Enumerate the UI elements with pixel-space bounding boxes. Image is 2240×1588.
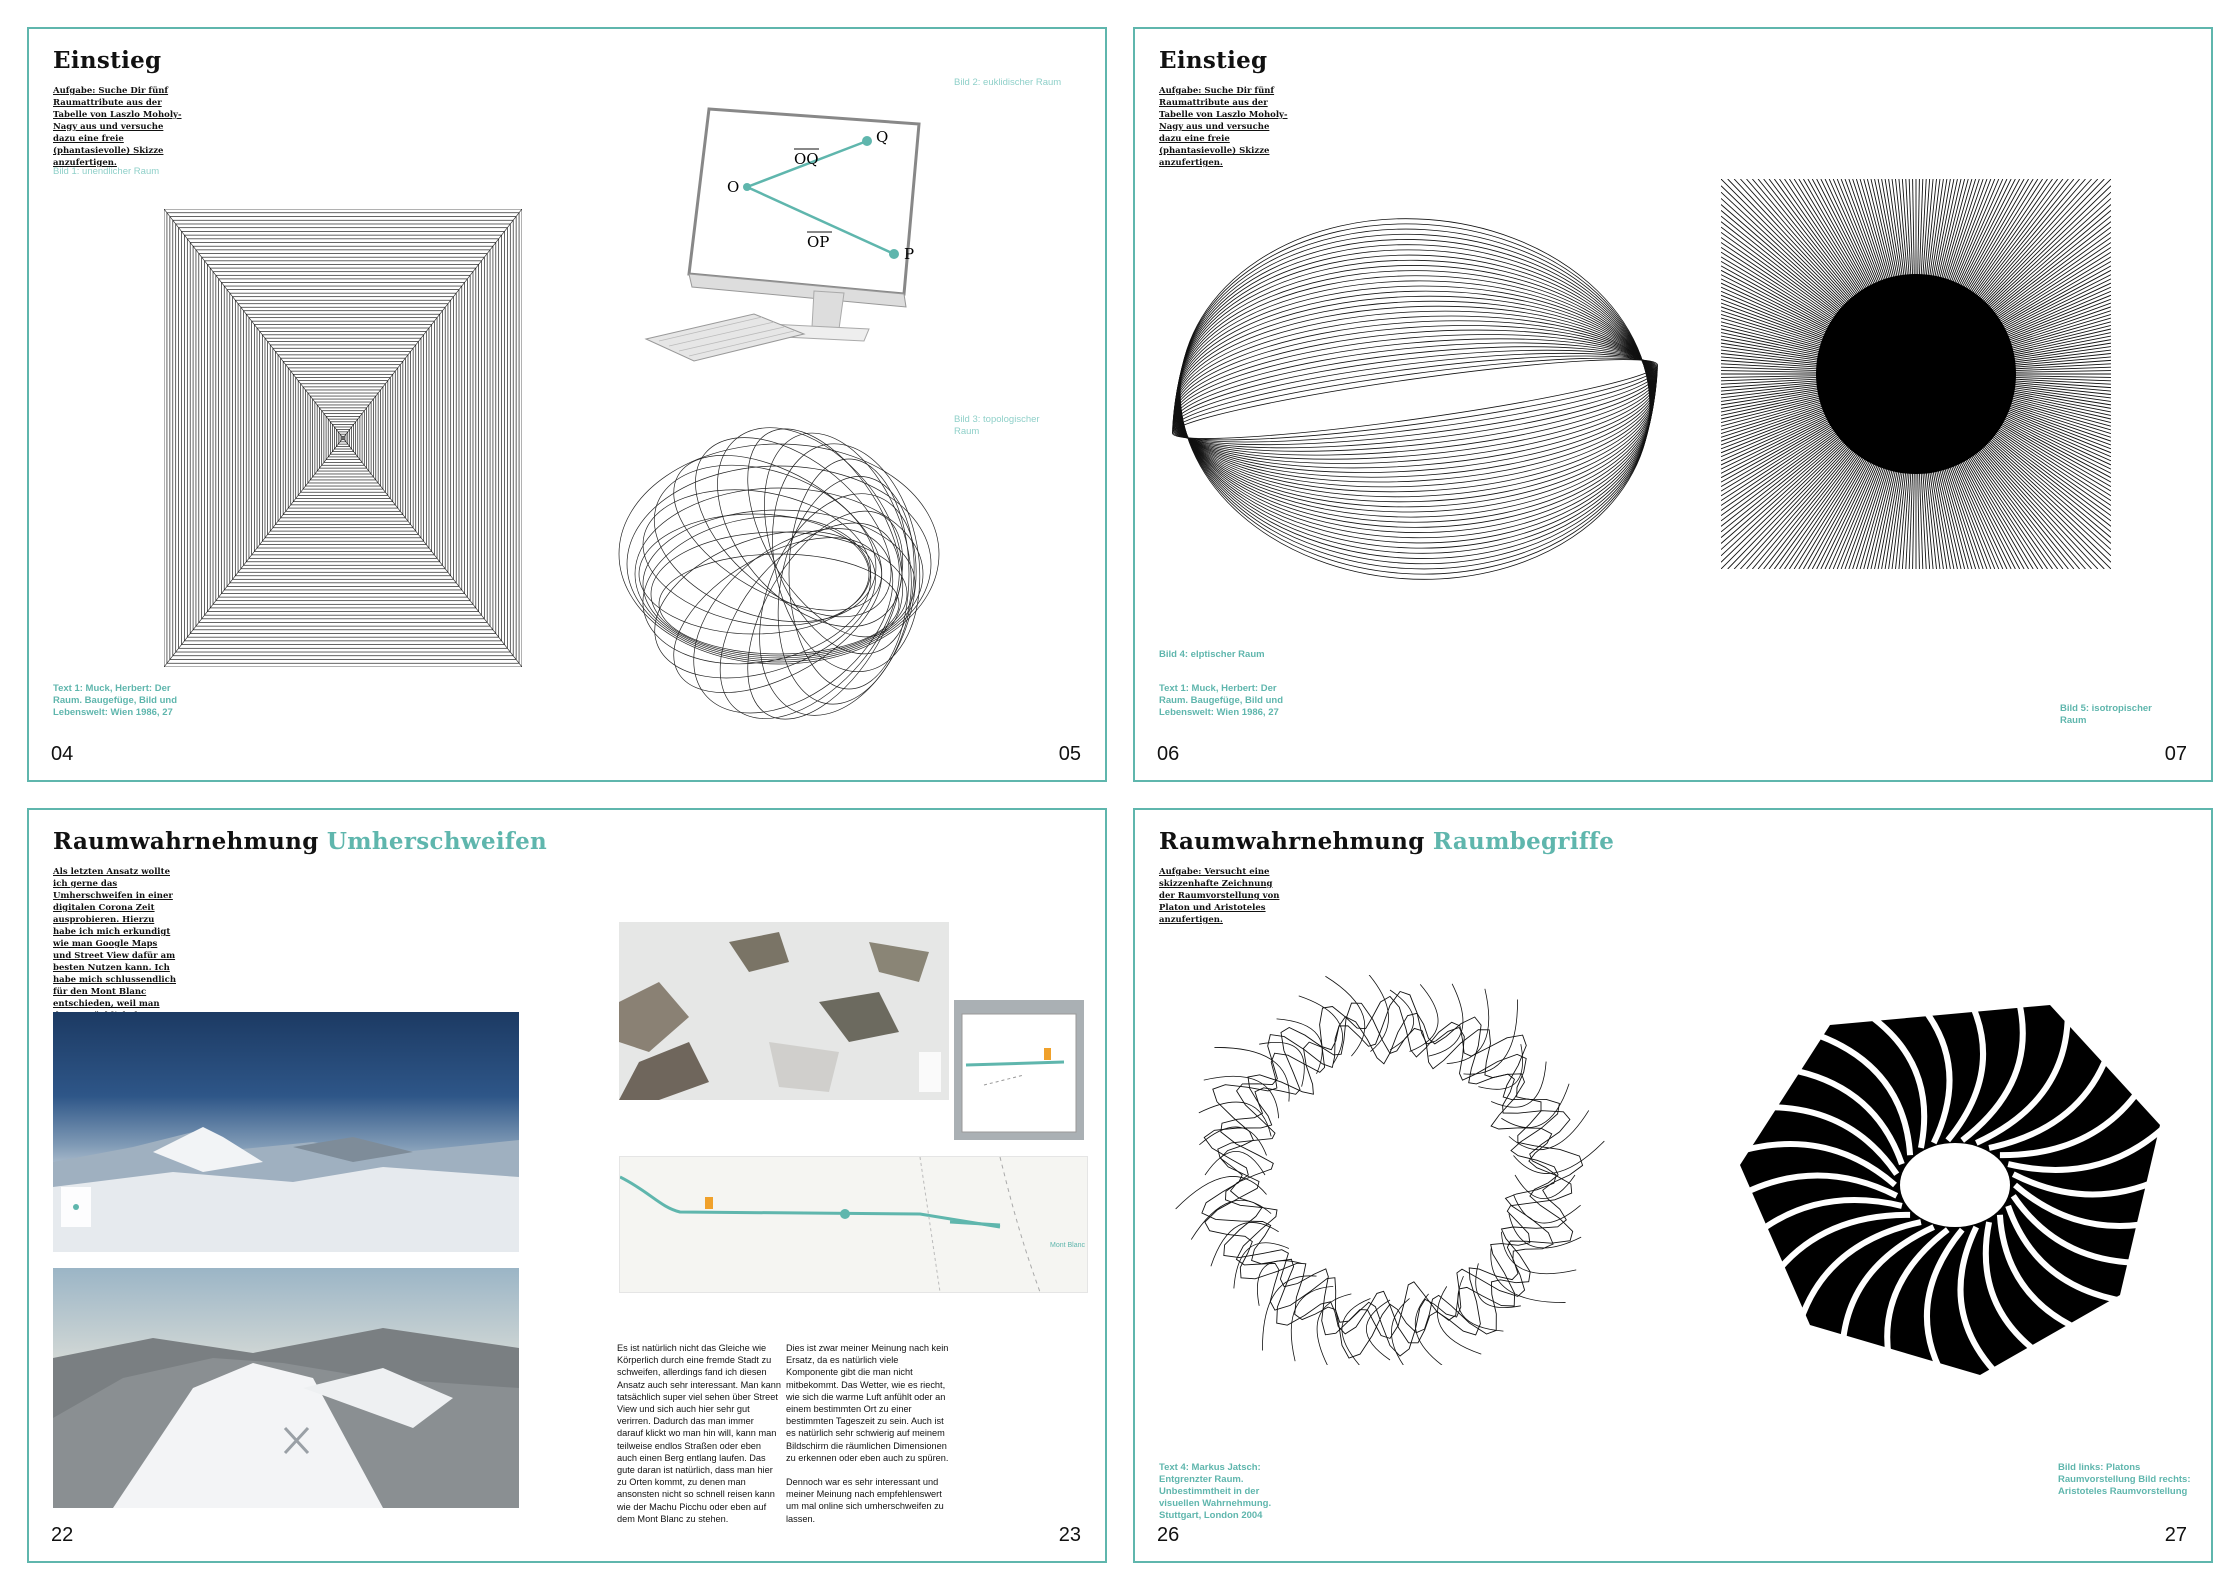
intro-text: Als letzten Ansatz wollte ich gerne das Umherschweifen in einer digitalen Corona Zeit ausprobieren. Hierzu habe ich mich erkundigt wie man Google Maps und Street View dafür am besten Nutzen kann. Ich habe mich schlussendlich für den Mont Blanc entschieden, weil man (53, 867, 177, 1009)
page-number-right: 07 (2164, 743, 2187, 765)
point-q-label: Q (876, 128, 889, 146)
caption-text4: Text 4: Markus Jatsch: Entgrenzter Raum. Unbestimmtheit in der visuellen Wahrnehmung. Stuttgart, London 2004 (1159, 1462, 1272, 1521)
caption-bild2: Bild 2: euklidischer Raum (954, 77, 1062, 88)
euclidean-space-monitor (614, 79, 944, 379)
spread-26-27 (1133, 808, 2213, 1563)
route-map (619, 1156, 1088, 1293)
spread-title: Einstieg (53, 47, 162, 74)
page-number-left: 04 (51, 743, 74, 765)
body-paragraph: Dennoch war es sehr interessant und meiner Meinung nach empfehlenswert um mal online sich umherschweifen zu lassen. (786, 1477, 944, 1524)
point-p-label: P (904, 245, 915, 263)
spread-title (1159, 828, 1614, 855)
infinite-space-drawing (164, 209, 522, 667)
spread-22-23 (27, 808, 1107, 1563)
aristotle-space-drawing (1720, 965, 2190, 1405)
task-text: Aufgabe: Suche Dir fünf Raumattribute aus der Tabelle von Laszlo Moholy-Nagy aus und versuche dazu eine freie (phantasievolle) Skizze anzufertigen. (53, 86, 182, 168)
caption-text1: Text 1: Muck, Herbert: Der Raum. Baugefüge, Bild und Lebenswelt: Wien 1986, 27 (53, 683, 178, 718)
task-text: Aufgabe: Suche Dir fünf Raumattribute aus der Tabelle von Laszlo Moholy-Nagy aus und versuche dazu eine freie (phantasievolle) Skizze anzufertigen. (1159, 86, 1288, 168)
elliptic-space-drawing (1155, 209, 1675, 589)
platon-space-drawing (1160, 975, 1620, 1365)
point-o-label: O (727, 178, 740, 196)
pegman-icon (705, 1197, 713, 1209)
street-view-photo-1 (53, 1012, 519, 1252)
caption-bild3: Bild 3: topologischer Raum (954, 414, 1040, 437)
spread-04-05 (27, 27, 1107, 782)
spread-title: Einstieg (1159, 47, 1268, 74)
keyboard-icon (646, 314, 804, 361)
caption-bild-refs: Bild links: Platons Raumvorstellung Bild rechts: Aristoteles Raumvorstellung (2058, 1462, 2191, 1497)
page-number-left: 06 (1157, 743, 1180, 765)
task-text: Aufgabe: Versucht eine skizzenhafte Zeichnung der Raumvorstellung von Platon und Aristoteles anzufertigen. (1159, 867, 1280, 925)
body-column-2 (786, 1342, 951, 1537)
pegman-icon (1044, 1048, 1051, 1060)
page-number-left: 22 (51, 1524, 74, 1546)
map-label-mont-blanc: Mont Blanc (1050, 1242, 1086, 1249)
isotropic-space-drawing (1721, 179, 2111, 569)
topological-space-torus (614, 419, 944, 729)
caption-bild5: Bild 5: isotropischer Raum (2060, 703, 2152, 726)
vector-op-label: OP (807, 233, 830, 251)
page-number-right: 05 (1058, 743, 1081, 765)
page-number-right: 23 (1058, 1524, 1081, 1546)
caption-bild4: Bild 4: elptischer Raum (1159, 649, 1265, 660)
satellite-map (619, 922, 949, 1100)
spread-06-07 (1133, 27, 2213, 782)
body-paragraph: Es ist natürlich nicht das Gleiche wie Körperlich durch eine fremde Stadt zu schweifen, allerdings fand ich diesen Ansatz auch sehr interessant. Man kann tatsächlich super viel sehen über Street View und sich auch hier sehr gut verirren. Dadurch das man immer darauf klickt wo man hin will, kann man teilweise endlos Straßen oder eben auch einen Berg entlang laufen. Das gute daran ist natürlich, dass man hier zu Orten kommt, zu denen man ansonsten nicht so schnell reisen kann wie der Machu Picchu oder eben auf dem Mont Blanc zu stehen. (617, 1343, 781, 1524)
street-view-inset-map (954, 1000, 1084, 1140)
title-accent: Raumbegriffe (1432, 828, 1615, 855)
body-column-1 (617, 1342, 782, 1537)
page-number-right: 27 (2164, 1524, 2187, 1546)
title-main: Raumwahrnehmung (1159, 828, 1425, 855)
vector-oq-label: OQ (794, 150, 819, 168)
street-view-photo-2 (53, 1268, 519, 1508)
caption-bild1: Bild 1: unendlicher Raum (53, 166, 160, 177)
body-paragraph: Dies ist zwar meiner Meinung nach kein Ersatz, da es natürlich viele Komponente gibt die man nicht mitbekommt. Das Wetter, wie es riecht, wie sich die warme Luft anfühlt oder an einem bestimmten Ort zu einer bestimmten Tageszeit zu sein. Auch ist es natürlich sehr schwierig auf meinem Bildschirm die räumlichen Dimensionen zu erkennen oder eben auch zu spüren. (786, 1343, 949, 1463)
page-number-left: 26 (1157, 1524, 1180, 1546)
title-accent: Umherschweifen (326, 828, 548, 855)
title-main: Raumwahrnehmung (53, 828, 319, 855)
spread-title (53, 828, 547, 855)
caption-text1: Text 1: Muck, Herbert: Der Raum. Baugefüge, Bild und Lebenswelt: Wien 1986, 27 (1159, 683, 1284, 718)
